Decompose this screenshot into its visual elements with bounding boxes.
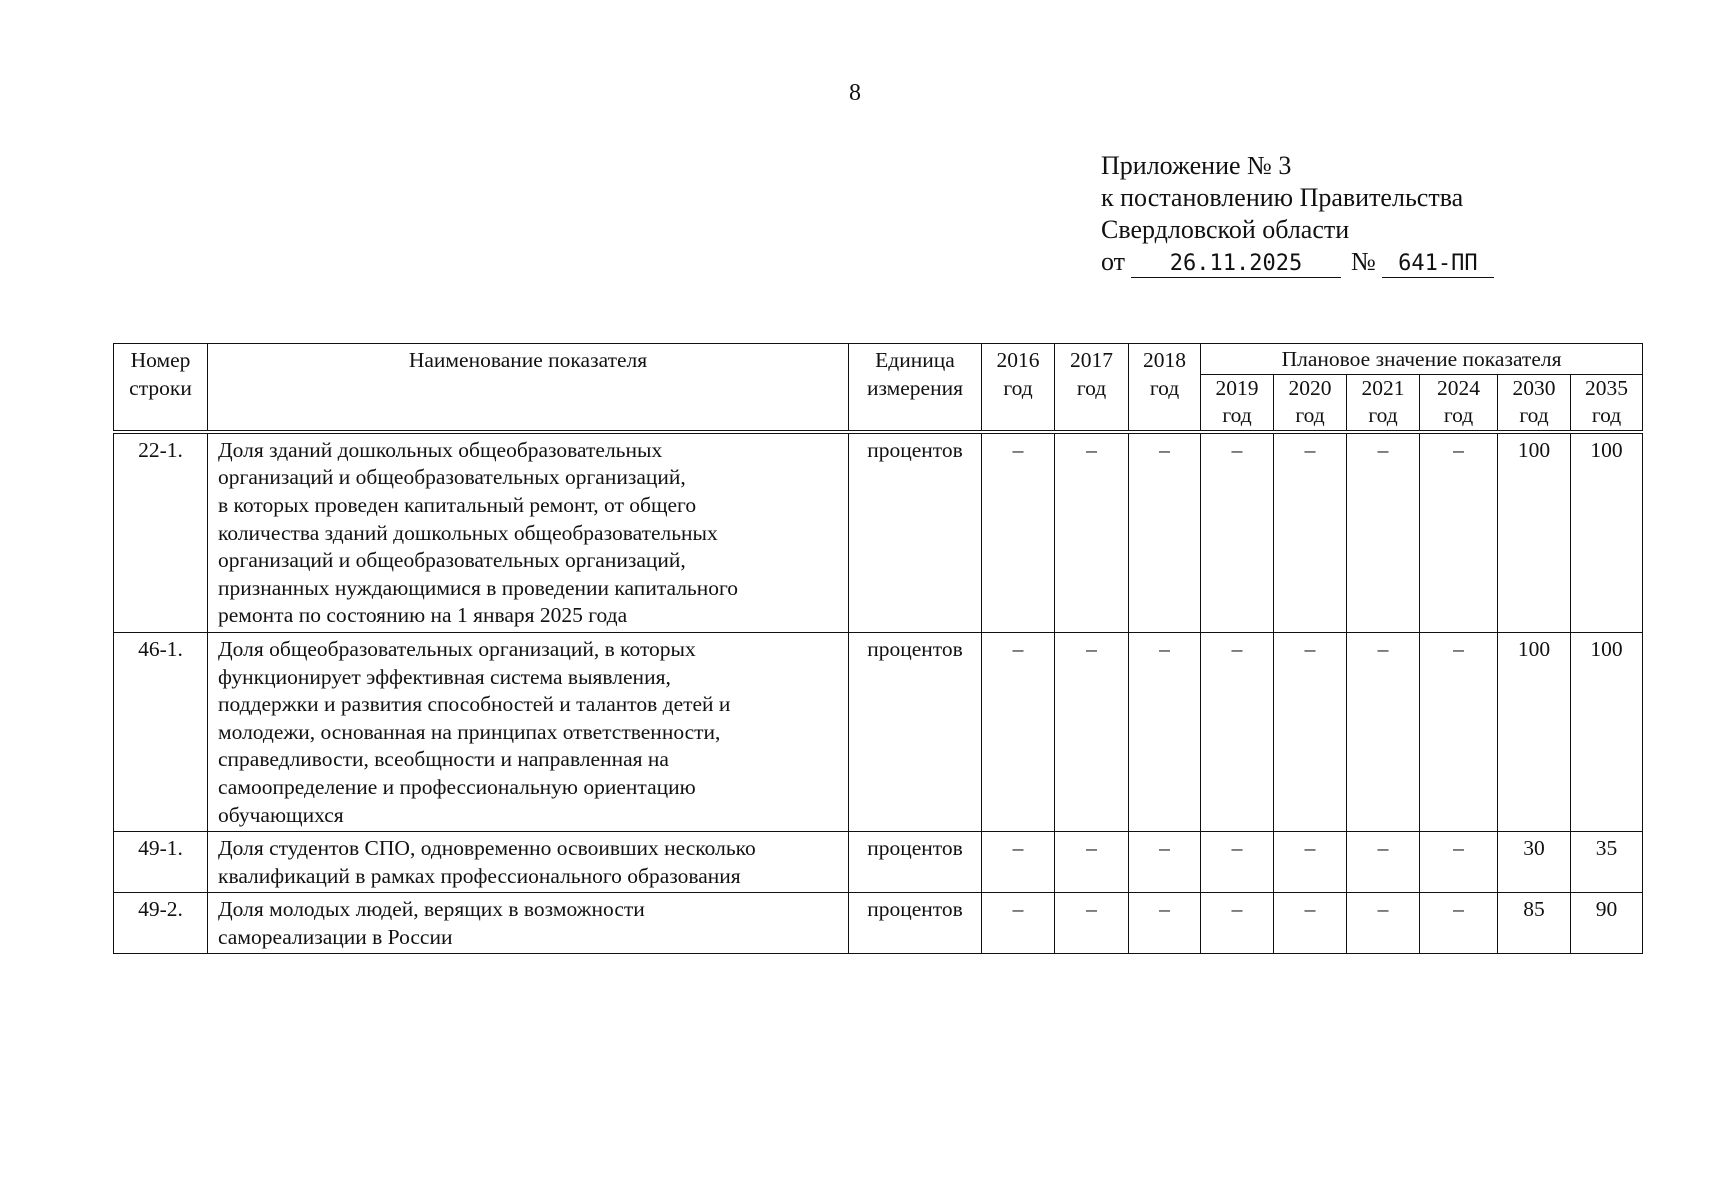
header-year-2017: 2017 год (1055, 344, 1129, 431)
unit: процентов (849, 433, 982, 632)
header-year-2024: 2024 год (1420, 374, 1498, 430)
value-2019: – (1201, 632, 1274, 831)
value-2020: – (1274, 832, 1347, 893)
header-year-2016: 2016 год (982, 344, 1055, 431)
value-2019: – (1201, 893, 1274, 954)
from-label: от (1101, 247, 1126, 276)
value-2020: – (1274, 433, 1347, 632)
header-year-2021: 2021 год (1347, 374, 1420, 430)
indicator-name: Доля молодых людей, верящих в возможности самореализации в России (208, 893, 849, 954)
value-2024: – (1420, 893, 1498, 954)
value-2020: – (1274, 632, 1347, 831)
value-2018: – (1129, 433, 1201, 632)
value-2021: – (1347, 893, 1420, 954)
value-2016: – (982, 832, 1055, 893)
header-year-2019: 2019 год (1201, 374, 1274, 430)
header-year-2020: 2020 год (1274, 374, 1347, 430)
appendix-title: Приложение № 3 (1101, 151, 1292, 180)
table-row (114, 632, 1643, 831)
value-2035: 100 (1571, 632, 1643, 831)
value-2024: – (1420, 632, 1498, 831)
appendix-decree-line: к постановлению Правительства (1101, 183, 1464, 212)
value-2030: 100 (1498, 632, 1571, 831)
appendix-block (1101, 150, 1494, 278)
decree-number: 641-ПП (1382, 251, 1494, 278)
table-row (114, 433, 1643, 632)
value-2017: – (1055, 433, 1129, 632)
appendix-region-line: Свердловской области (1101, 215, 1350, 244)
value-2030: 30 (1498, 832, 1571, 893)
unit: процентов (849, 893, 982, 954)
row-number: 46-1. (114, 632, 208, 831)
value-2021: – (1347, 433, 1420, 632)
table-row (114, 893, 1643, 954)
value-2035: 100 (1571, 433, 1643, 632)
indicator-name: Доля студентов СПО, одновременно освоивших несколько квалификаций в рамках профессионального образования (208, 832, 849, 893)
header-year-2018: 2018 год (1129, 344, 1201, 431)
value-2030: 85 (1498, 893, 1571, 954)
table-row (114, 832, 1643, 893)
unit: процентов (849, 632, 982, 831)
header-planned-values: Плановое значение показателя (1201, 344, 1643, 375)
value-2016: – (982, 433, 1055, 632)
value-2024: – (1420, 832, 1498, 893)
appendix-date-number-line (1101, 246, 1494, 278)
value-2018: – (1129, 832, 1201, 893)
value-2017: – (1055, 893, 1129, 954)
header-year-2030: 2030 год (1498, 374, 1571, 430)
value-2020: – (1274, 893, 1347, 954)
indicator-name: Доля зданий дошкольных общеобразовательных организаций и общеобразовательных организаций, в которых проведен капитальный ремонт, от общего количества зданий дошкольных общеобразовательных организаций и общеобразовательных организаций, признанных нуждающимися в проведении капитального ремонта по состоянию на 1 января 2025 года (208, 433, 849, 632)
row-number: 22-1. (114, 433, 208, 632)
row-number: 49-1. (114, 832, 208, 893)
header-row-number: Номер строки (114, 344, 208, 431)
value-2019: – (1201, 433, 1274, 632)
header-row-1 (114, 344, 1643, 375)
value-2021: – (1347, 632, 1420, 831)
value-2018: – (1129, 893, 1201, 954)
value-2019: – (1201, 832, 1274, 893)
indicators-table (113, 343, 1643, 954)
value-2018: – (1129, 632, 1201, 831)
value-2030: 100 (1498, 433, 1571, 632)
value-2024: – (1420, 433, 1498, 632)
value-2017: – (1055, 832, 1129, 893)
header-year-2035: 2035 год (1571, 374, 1643, 430)
value-2035: 35 (1571, 832, 1643, 893)
page-number: 8 (849, 80, 861, 106)
value-2016: – (982, 893, 1055, 954)
value-2017: – (1055, 632, 1129, 831)
value-2035: 90 (1571, 893, 1643, 954)
header-indicator-name: Наименование показателя (208, 344, 849, 431)
number-label: № (1351, 247, 1376, 276)
value-2021: – (1347, 832, 1420, 893)
indicator-name: Доля общеобразовательных организаций, в которых функционирует эффективная система выявления, поддержки и развития способностей и талантов детей и молодежи, основанная на принципах ответственности, справедливости, всеобщности и направленная на самоопределение и профессиональную ориентацию обучающихся (208, 632, 849, 831)
row-number: 49-2. (114, 893, 208, 954)
unit: процентов (849, 832, 982, 893)
header-unit: Единица измерения (849, 344, 982, 431)
value-2016: – (982, 632, 1055, 831)
decree-date: 26.11.2025 (1131, 251, 1341, 278)
